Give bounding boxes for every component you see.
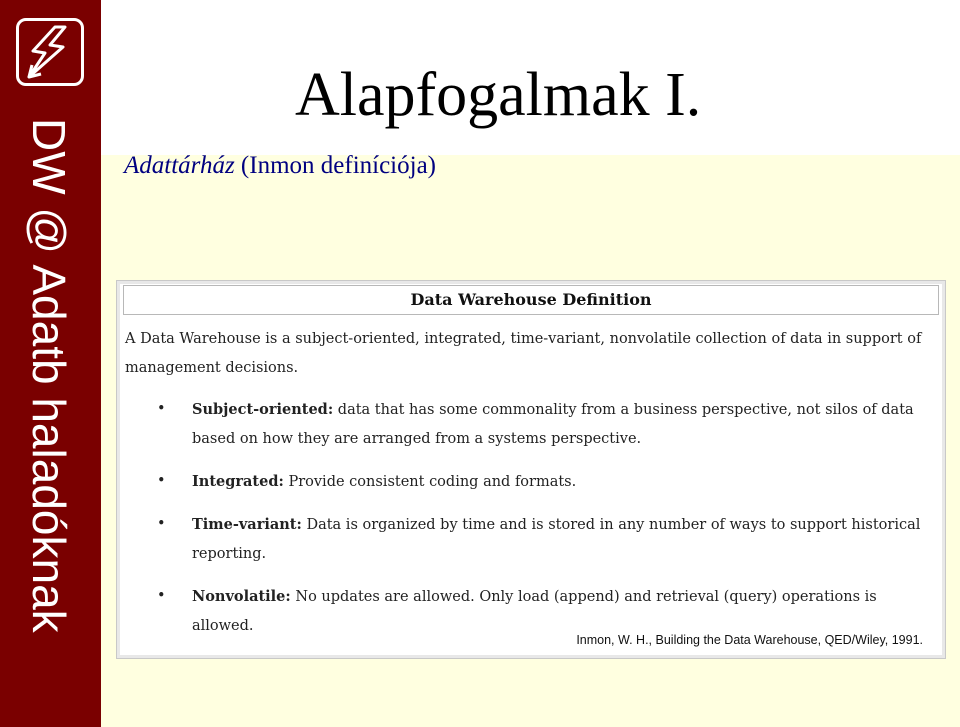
list-item [157, 510, 942, 569]
item-term: Nonvolatile: [192, 588, 291, 605]
definition-list [157, 395, 942, 654]
list-item [157, 467, 942, 497]
item-text: Provide consistent coding and formats. [288, 474, 577, 490]
bullet-icon: • [157, 401, 166, 417]
bullet-icon: • [157, 516, 166, 532]
item-text: No updates are allowed. Only load (append) and retrieval (query) operations is allowed. [192, 589, 877, 634]
bullet-icon: • [157, 473, 166, 489]
slide-title: Alapfogalmak I. [295, 61, 702, 129]
definition-figure [116, 280, 946, 659]
bullet-icon: • [157, 588, 166, 604]
subtitle-term: Adattárház [124, 152, 235, 179]
item-term: Integrated: [192, 473, 284, 490]
sidebar [0, 0, 101, 727]
item-text: data that has some commonality from a business perspective, not silos of data based on how they are arranged from a systems perspective. [192, 402, 914, 447]
item-term: Subject-oriented: [192, 401, 334, 418]
list-item [157, 395, 942, 454]
sidebar-vertical-label: DW @ Adatb haladóknak [23, 118, 75, 633]
figure-heading: Data Warehouse Definition [123, 285, 939, 315]
subtitle-rest: (Inmon definíciója) [240, 152, 436, 179]
citation: Inmon, W. H., Building the Data Warehouse, QED/Wiley, 1991. [576, 633, 923, 647]
slide-subtitle [124, 153, 436, 178]
item-term: Time-variant: [192, 516, 302, 533]
lightning-logo-icon [16, 18, 84, 86]
definition-intro: A Data Warehouse is a subject-oriented, integrated, time-variant, nonvolatile collection of data in support of management decisions. [125, 331, 922, 376]
item-text: Data is organized by time and is stored in any number of ways to support historical reporting. [192, 517, 921, 562]
